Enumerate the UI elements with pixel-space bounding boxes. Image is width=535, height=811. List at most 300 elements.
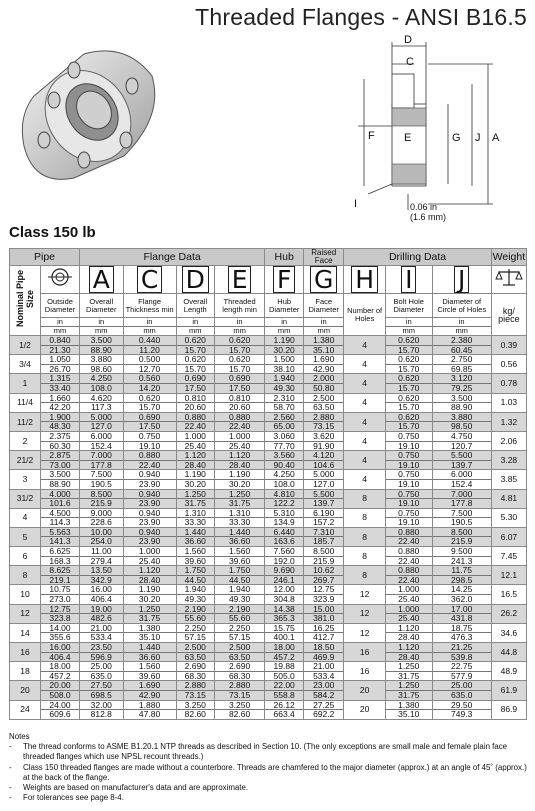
value-in: 2.875 (49, 450, 71, 461)
cell-e (214, 681, 264, 700)
note-item: - The thread conforms to ASME B1.20.1 NTP threads as described in Section 10. (The only exceptions are small male and female plain face threaded flanges which use NPSL recount threads.) (9, 742, 529, 762)
value-in: 0.620 (228, 335, 251, 345)
cell-g (304, 662, 344, 681)
table-row (10, 374, 527, 393)
value-mm: 635.0 (433, 690, 491, 700)
cell-e (214, 643, 264, 662)
value-mm: 139.7 (304, 498, 343, 508)
value-mm: 49.30 (215, 594, 264, 604)
cell-j (432, 662, 491, 681)
value-in: 19.00 (90, 603, 112, 614)
value-mm: 23.90 (124, 498, 176, 508)
cell-e (214, 662, 264, 681)
value-mm: 190.5 (80, 479, 123, 489)
value-in: 1.190 (228, 469, 251, 480)
value-in: 15.75 (273, 622, 295, 633)
dim-note-mm: (1.6 mm) (410, 212, 446, 222)
value-mm: 127.0 (80, 421, 123, 431)
value-in: 6.000 (451, 469, 473, 480)
value-in: 8.500 (90, 488, 112, 499)
value-mm: 35.10 (304, 345, 343, 355)
cell-f (265, 604, 304, 623)
value-mm: 57.15 (215, 632, 264, 642)
value-in: 0.560 (138, 373, 161, 384)
value-mm: 114.3 (41, 517, 79, 527)
value-mm: 22.40 (386, 536, 432, 546)
value-mm: 30.20 (215, 479, 264, 489)
value-in: 0.750 (398, 488, 420, 499)
cell-od (41, 681, 80, 700)
cell-i (385, 643, 432, 662)
value-in: 2.560 (273, 411, 295, 422)
value-mm: 73.15 (304, 421, 343, 431)
value-mm: 28.40 (124, 575, 176, 585)
value-in: 1.120 (398, 622, 420, 633)
cell-a (80, 412, 124, 431)
value-in: 2.690 (228, 661, 251, 672)
cell-od (41, 355, 80, 374)
holes-cell: 4 (344, 431, 386, 450)
cell-i (385, 489, 432, 508)
value-mm: 596.9 (80, 652, 123, 662)
value-in: 21.25 (451, 642, 473, 652)
value-in: 22.00 (273, 680, 295, 691)
value-in: 18.75 (451, 622, 473, 633)
cell-od (41, 431, 80, 450)
nominal-size-cell: 1/2 (10, 336, 41, 355)
cell-g (304, 355, 344, 374)
value-mm: 362.0 (433, 594, 491, 604)
hdr-overall-length: Overall Length (176, 294, 214, 318)
cell-a (80, 336, 124, 355)
hdr-outside-diameter: Outside Diameter (41, 294, 80, 318)
value-in: 2.500 (313, 392, 335, 403)
cell-od (41, 662, 80, 681)
value-in: 1.560 (184, 546, 206, 557)
value-in: 1.190 (273, 335, 295, 345)
letter-e-cell (214, 266, 264, 294)
value-in: 27.25 (313, 699, 335, 710)
cell-a (80, 681, 124, 700)
cell-c (123, 585, 176, 604)
value-mm: 15.70 (386, 383, 432, 393)
value-mm: 50.80 (304, 383, 343, 393)
value-mm: 19.10 (386, 498, 432, 508)
table-row (10, 451, 527, 470)
value-in: 14.00 (49, 622, 71, 633)
value-mm: 323.9 (304, 594, 343, 604)
value-mm: 17.50 (177, 383, 214, 393)
letter-d-cell (176, 266, 214, 294)
cell-d (176, 527, 214, 546)
letter-h-cell (344, 266, 386, 294)
holes-cell: 12 (344, 585, 386, 604)
unit-mm-label: mm (177, 326, 214, 335)
value-in: 8.500 (451, 526, 473, 537)
value-mm: 431.8 (433, 613, 491, 623)
unit-in-label: in (458, 317, 465, 326)
value-in: 1.690 (313, 354, 335, 365)
weight-cell: 4.81 (491, 489, 526, 508)
unit-cell-d (176, 318, 214, 336)
value-mm: 30.20 (177, 479, 214, 489)
value-mm: 22.40 (124, 460, 176, 470)
dim-f-label: F (368, 130, 375, 142)
nominal-size-cell: 10 (10, 585, 41, 604)
value-mm: 57.15 (177, 632, 214, 642)
nominal-size-cell: 3/4 (10, 355, 41, 374)
cell-c (123, 336, 176, 355)
cell-i (385, 547, 432, 566)
cell-g (304, 508, 344, 527)
value-mm: 298.5 (433, 575, 491, 585)
value-in: 1.120 (228, 450, 251, 461)
value-mm: 19.10 (386, 460, 432, 470)
value-in: 3.500 (90, 335, 112, 345)
value-in: 0.620 (184, 354, 206, 365)
value-mm: 25.40 (177, 441, 214, 451)
value-in: 21.00 (90, 622, 112, 633)
cell-a (80, 643, 124, 662)
value-mm: 117.3 (80, 402, 123, 412)
cell-g (304, 623, 344, 642)
weight-cell: 1.03 (491, 393, 526, 412)
value-in: 24.00 (49, 699, 71, 710)
value-mm: 698.5 (80, 690, 123, 700)
value-mm: 577.9 (433, 671, 491, 681)
cell-c (123, 412, 176, 431)
cell-c (123, 700, 176, 719)
value-in: 1.440 (228, 526, 251, 537)
cell-a (80, 604, 124, 623)
value-in: 3.880 (451, 411, 473, 422)
value-mm: 48.30 (41, 421, 79, 431)
value-mm: 381.0 (304, 613, 343, 623)
note-item: - Class 150 threaded flanges are made without a counterbore. Threads are chamfered to the major diameter (approx.) at an angle of 45˚ (approx.) at the back of the flange. (9, 763, 529, 783)
cell-a (80, 374, 124, 393)
table-row (10, 431, 527, 450)
value-mm: 31.75 (386, 671, 432, 681)
cell-d (176, 508, 214, 527)
value-in: 5.000 (90, 411, 112, 422)
value-mm: 104.6 (304, 460, 343, 470)
table-row (10, 681, 527, 700)
cell-g (304, 431, 344, 450)
cell-od (41, 374, 80, 393)
holes-cell: 4 (344, 393, 386, 412)
value-in: 2.500 (184, 642, 206, 652)
value-in: 4.500 (49, 507, 71, 518)
weight-cell: 0.39 (491, 336, 526, 355)
value-in: 0.880 (398, 526, 420, 537)
value-mm: 190.5 (433, 517, 491, 527)
unit-cell-j (432, 318, 491, 336)
value-in: 0.620 (398, 354, 420, 365)
nominal-size-cell: 5 (10, 527, 41, 546)
cell-a (80, 700, 124, 719)
value-in: 10.75 (49, 584, 71, 595)
note-item: - For tolerances see page 8-4. (9, 793, 529, 803)
cell-d (176, 643, 214, 662)
cell-i (385, 470, 432, 489)
value-mm: 22.40 (386, 556, 432, 566)
nominal-size-cell: 31/2 (10, 489, 41, 508)
value-mm: 663.4 (265, 709, 303, 719)
cell-i (385, 604, 432, 623)
hdr-hub-diameter: Hub Diameter (265, 294, 304, 318)
pipe-icon (46, 266, 74, 288)
value-mm: 31.75 (386, 690, 432, 700)
value-in: 16.00 (49, 642, 71, 652)
value-mm: 63.50 (304, 402, 343, 412)
cell-od (41, 393, 80, 412)
cell-e (214, 547, 264, 566)
value-in: 1.440 (184, 526, 206, 537)
cell-j (432, 527, 491, 546)
cell-c (123, 527, 176, 546)
value-in: 19.88 (273, 661, 295, 672)
value-mm: 134.9 (265, 517, 303, 527)
value-mm: 17.50 (124, 421, 176, 431)
value-mm: 30.20 (124, 594, 176, 604)
nominal-size-cell: 21/2 (10, 451, 41, 470)
cell-d (176, 355, 214, 374)
value-in: 4.000 (49, 488, 71, 499)
value-in: 10.62 (313, 565, 335, 576)
holes-cell: 12 (344, 604, 386, 623)
value-in: 0.810 (184, 392, 206, 403)
holes-cell: 20 (344, 681, 386, 700)
cell-i (385, 412, 432, 431)
value-mm: 17.50 (215, 383, 264, 393)
cell-i (385, 623, 432, 642)
cell-c (123, 623, 176, 642)
value-mm: 120.7 (433, 441, 491, 451)
cell-d (176, 623, 214, 642)
value-in: 5.563 (49, 526, 71, 537)
value-in: 2.380 (451, 335, 473, 345)
value-mm: 412.7 (304, 632, 343, 642)
unit-mm-label: mm (124, 326, 176, 335)
cell-d (176, 566, 214, 585)
value-mm: 304.8 (265, 594, 303, 604)
value-in: 4.750 (451, 430, 473, 441)
value-mm: 77.70 (265, 441, 303, 451)
value-in: 1.190 (138, 584, 161, 595)
value-mm: 28.40 (177, 460, 214, 470)
value-in: 1.250 (398, 661, 420, 672)
value-mm: 168.3 (41, 556, 79, 566)
value-in: 27.50 (90, 680, 112, 691)
value-mm: 101.6 (41, 498, 79, 508)
cell-e (214, 508, 264, 527)
value-mm: 19.10 (386, 517, 432, 527)
value-in: 1.750 (184, 565, 206, 576)
value-in: 12.75 (49, 603, 71, 614)
hdr-threaded-length: Threaded length min (214, 294, 264, 318)
cell-g (304, 470, 344, 489)
cell-od (41, 451, 80, 470)
value-mm: 55.60 (215, 613, 264, 623)
value-in: 26.12 (273, 699, 295, 710)
cell-od (41, 508, 80, 527)
value-mm: 812.8 (80, 709, 123, 719)
dim-e-label: E (404, 132, 412, 144)
nominal-size-cell: 1 (10, 374, 41, 393)
value-in: 5.500 (313, 488, 335, 499)
table-row (10, 470, 527, 489)
value-in: 2.250 (228, 622, 251, 633)
value-in: 23.00 (313, 680, 335, 691)
table-row (10, 355, 527, 374)
value-mm: 39.60 (215, 556, 264, 566)
value-in: 25.00 (451, 680, 473, 691)
value-in: 22.75 (451, 661, 473, 672)
note-item: - Weights are based on manufacturer's data and are approximate. (9, 783, 529, 793)
value-in: 18.00 (273, 642, 295, 652)
cell-i (385, 527, 432, 546)
letter-i: I (401, 266, 416, 293)
value-in: 0.750 (398, 430, 420, 441)
cell-a (80, 355, 124, 374)
value-in: 1.250 (228, 488, 251, 499)
cell-i (385, 508, 432, 527)
pipe-icon-cell (41, 266, 80, 294)
table-row (10, 700, 527, 719)
cell-od (41, 585, 80, 604)
cell-f (265, 393, 304, 412)
scale-icon (495, 266, 523, 288)
page-title: Threaded Flanges - ANSI B16.5 (195, 4, 527, 30)
cell-d (176, 374, 214, 393)
table-row (10, 662, 527, 681)
value-mm: 15.70 (386, 421, 432, 431)
value-mm: 35.10 (386, 709, 432, 719)
value-in: 0.620 (398, 392, 420, 403)
value-in: 0.880 (138, 450, 161, 461)
weight-cell: 48.9 (491, 662, 526, 681)
letter-c-cell (123, 266, 176, 294)
weight-cell: 3.28 (491, 451, 526, 470)
value-mm: 20.60 (215, 402, 264, 412)
holes-cell: 4 (344, 336, 386, 355)
value-mm: 457.2 (265, 652, 303, 662)
weight-cell: 44.8 (491, 643, 526, 662)
cell-d (176, 700, 214, 719)
weight-cell: 34.6 (491, 623, 526, 642)
value-in: 7.000 (90, 450, 112, 461)
value-mm: 88.90 (80, 345, 123, 355)
value-mm: 14.20 (124, 383, 176, 393)
value-in: 16.00 (90, 584, 112, 595)
value-in: 2.690 (184, 661, 206, 672)
value-in: 7.500 (90, 469, 112, 480)
value-mm: 38.10 (265, 364, 303, 374)
nps-header (10, 266, 41, 336)
value-in: 4.250 (90, 373, 112, 384)
cell-c (123, 662, 176, 681)
value-mm: 30.20 (265, 345, 303, 355)
unit-in-label: in (236, 317, 243, 326)
holes-cell: 8 (344, 508, 386, 527)
letter-d: D (182, 266, 209, 293)
value-in: 0.620 (398, 411, 420, 422)
cell-e (214, 451, 264, 470)
value-in: 1.000 (398, 584, 420, 595)
cell-g (304, 700, 344, 719)
cell-f (265, 489, 304, 508)
value-in: 12.75 (313, 584, 335, 595)
value-in: 1.560 (138, 661, 161, 672)
value-mm: 185.7 (304, 536, 343, 546)
value-in: 32.00 (90, 699, 112, 710)
value-in: 0.940 (138, 507, 161, 518)
value-mm: 406.4 (80, 594, 123, 604)
cell-i (385, 393, 432, 412)
value-in: 0.620 (228, 354, 251, 365)
value-mm: 342.9 (80, 575, 123, 585)
value-mm: 219.1 (41, 575, 79, 585)
letter-g-cell (304, 266, 344, 294)
value-in: 0.940 (138, 469, 161, 480)
value-mm: 31.75 (124, 613, 176, 623)
cell-od (41, 412, 80, 431)
value-mm: 15.70 (215, 345, 264, 355)
cell-a (80, 623, 124, 642)
value-mm: 63.50 (215, 652, 264, 662)
value-in: 2.190 (228, 603, 251, 614)
value-mm: 60.45 (433, 345, 491, 355)
value-in: 1.560 (228, 546, 251, 557)
nominal-size-cell: 2 (10, 431, 41, 450)
value-mm: 39.60 (177, 556, 214, 566)
cell-g (304, 643, 344, 662)
cell-od (41, 547, 80, 566)
value-mm: 36.60 (124, 652, 176, 662)
value-mm: 28.40 (386, 652, 432, 662)
value-mm: 15.70 (124, 402, 176, 412)
value-in: 7.560 (273, 546, 295, 557)
value-mm: 82.60 (177, 709, 214, 719)
value-mm: 749.3 (433, 709, 491, 719)
nominal-size-cell: 14 (10, 623, 41, 642)
cell-c (123, 643, 176, 662)
cell-d (176, 547, 214, 566)
cell-j (432, 508, 491, 527)
value-mm: 215.9 (433, 536, 491, 546)
value-mm: 12.70 (124, 364, 176, 374)
unit-mm-label: mm (41, 326, 79, 335)
holes-cell: 8 (344, 527, 386, 546)
value-in: 3.250 (184, 699, 206, 710)
holes-cell: 20 (344, 700, 386, 719)
value-mm: 108.0 (80, 383, 123, 393)
value-in: 1.900 (49, 411, 71, 422)
table-row (10, 623, 527, 642)
value-mm: 15.70 (177, 345, 214, 355)
cell-f (265, 681, 304, 700)
value-in: 9.690 (273, 565, 295, 576)
holes-cell: 16 (344, 662, 386, 681)
value-mm: 55.60 (177, 613, 214, 623)
value-in: 15.00 (313, 603, 335, 614)
cell-j (432, 374, 491, 393)
nominal-size-cell: 16 (10, 643, 41, 662)
value-in: 16.25 (313, 622, 335, 633)
flange-illustration (14, 36, 164, 186)
value-in: 0.690 (184, 373, 206, 384)
cell-f (265, 470, 304, 489)
